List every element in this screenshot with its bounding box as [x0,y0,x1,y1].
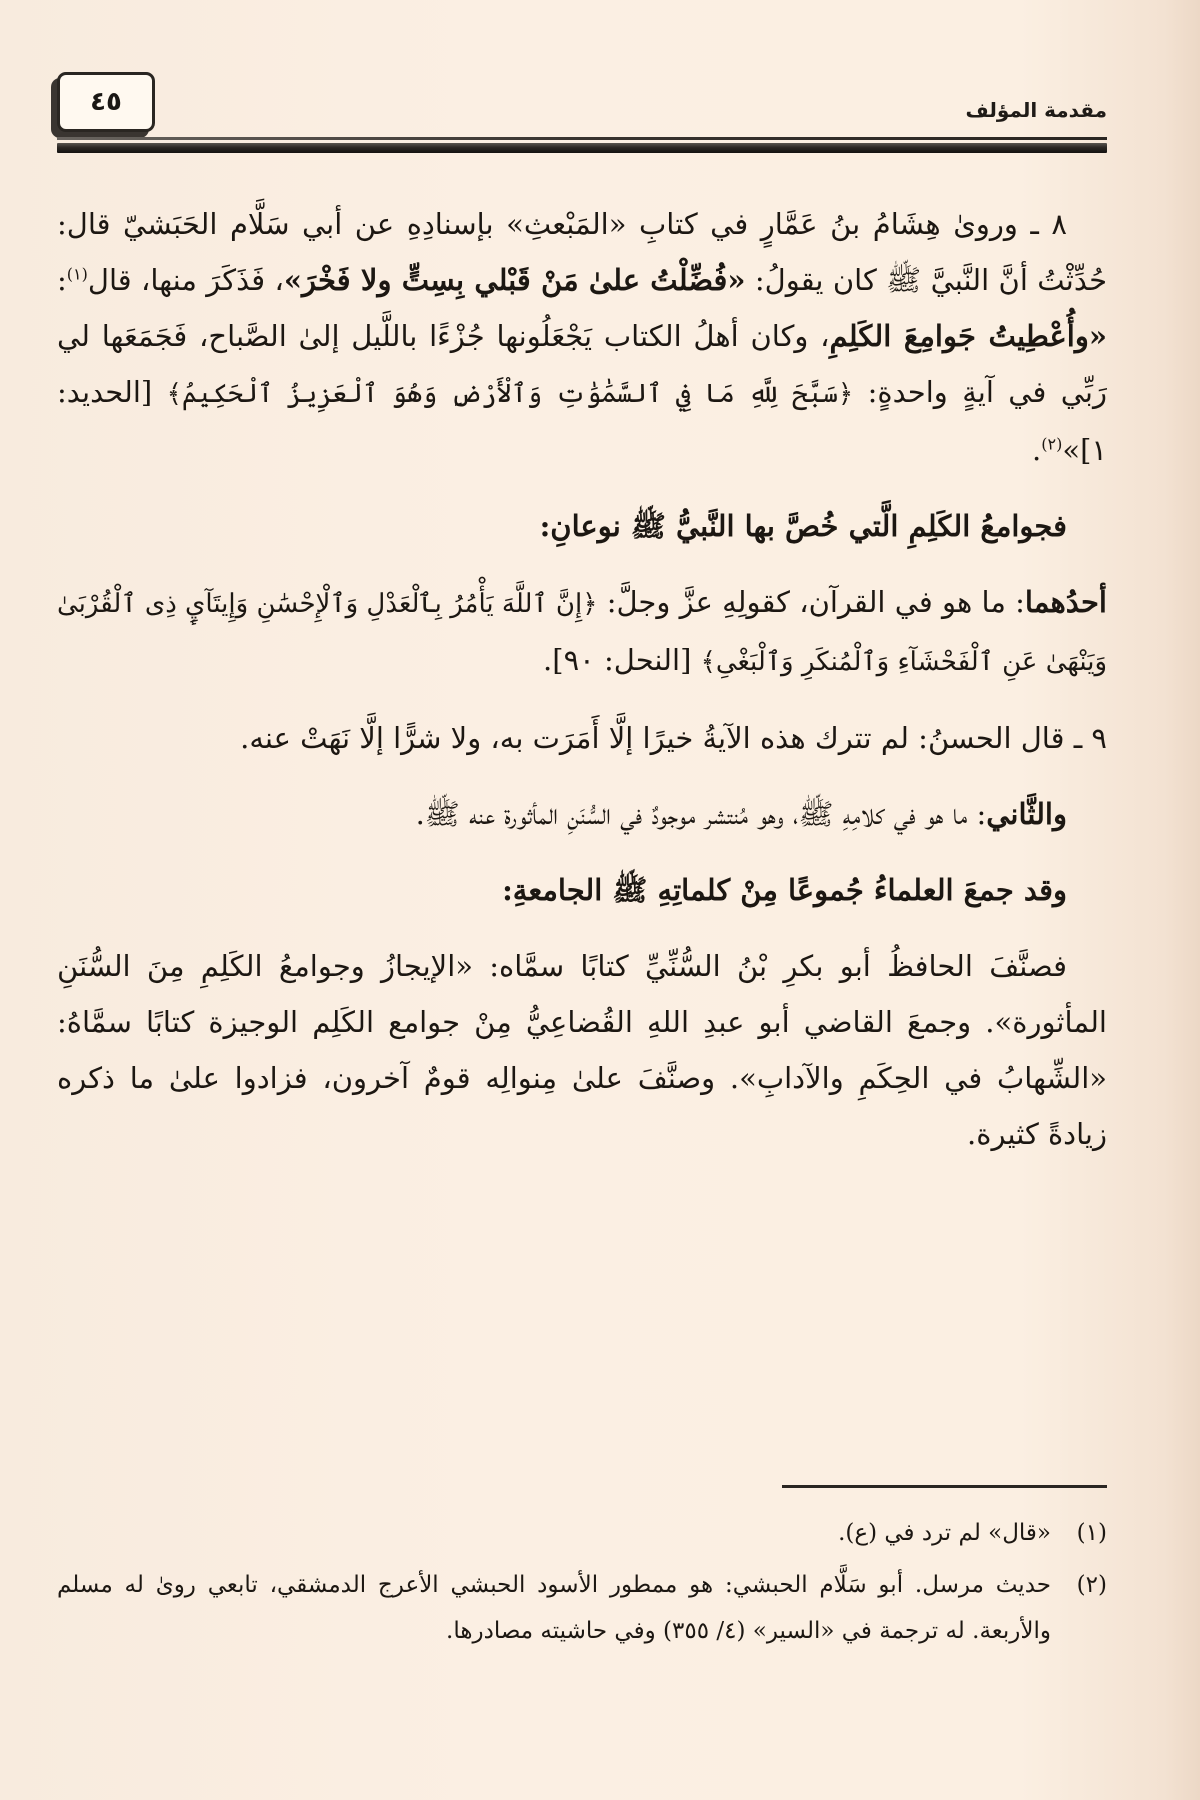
first-type-label: أحدُهما [1024,585,1107,619]
header-rule-thin [57,137,1107,140]
paragraph-text: : [57,263,67,297]
footnote-text: حديث مرسل. أبو سَلَّام الحبشي: هو ممطور الأسود الحبشي الأعرج الدمشقي، تابعي روىٰ له مسلم والأربعة. له ترجمة في «السير» (٤/ ٣٥٥) وفي حاشيته مصادرها. [57,1572,1051,1644]
paragraph-end: . [1032,433,1042,467]
page-number: ٤٥ [90,87,122,117]
hadith-quote: «وأُعْطِيتُ جَوامِعَ الكَلِمِ [829,319,1107,353]
paragraph-text: ، وكان أهلُ الكتاب يَجْعَلُونها جُزْءًا باللَّيل إلىٰ الصَّباح، فَجَمَعَها لي رَبِّي في آيةٍ واحدةٍ: [57,319,1107,409]
footnote-separator [782,1485,1107,1488]
scholars-heading: وقد جمعَ العلماءُ جُموعًا مِنْ كلماتِهِ ﷺ الجامعةِ: [502,873,1067,907]
quran-verse: ﴿إِنَّ ٱللَّهَ يَأْمُرُ بِٱلْعَدْلِ وَٱلْإِحْسَٰنِ وَإِيتَآيِٕ ذِى ٱلْقُرْبَىٰ وَيَنْهَىٰ عَنِ ٱلْفَحْشَآءِ وَٱلْمُنكَرِ وَٱلْبَغْىِ﴾ [57,589,1107,677]
second-type-paragraph [57,786,1107,842]
second-type-label: والثَّاني [986,797,1067,831]
types-heading: فجوامعُ الكَلِمِ الَّتي خُصَّ بها النَّبيُّ ﷺ نوعانِ: [539,509,1067,543]
body-text [57,196,1107,1182]
hadith-quote: «فُضِّلْتُ علىٰ مَنْ قَبْلي بِسِتٍّ ولا فَخْرَ» [283,263,746,297]
footnote-text: «قال» لم ترد في (ع). [838,1520,1051,1546]
book-page [57,0,1107,1800]
paragraph-9: ٩ ـ قال الحسنُ: لم تترك هذه الآيةُ خيرًا إلَّا أَمَرَت به، ولا شرًّا إلَّا نَهَتْ عنه. [240,721,1107,755]
compilations-paragraph: فصنَّفَ الحافظُ أبو بكرِ بْنُ السُّنِّيِّ كتابًا سمَّاه: «الإيجازُ وجوامعُ الكَلِمِ مِنَ السُّنَنِ المأثورة». وجمعَ القاضي أبو عبدِ اللهِ القُضاعِيُّ مِنْ جوامع الكَلِم الوجيزة كتابًا سمَّاهُ: «الشِّهابُ في الحِكَمِ والآدابِ». وصنَّفَ علىٰ مِنوالِه قومٌ آخرون، فزادوا علىٰ ما ذكره زيادةً كثيرة. [57,949,1107,1151]
quran-verse: ﴿سَبَّحَ لِلَّهِ مَا فِي ٱلسَّمَٰوَٰتِ وَٱلْأَرْضِ وَهُوَ ٱلْعَزِيزُ ٱلْحَكِيمُ﴾ [166,379,854,409]
footnote-2 [57,1562,1107,1654]
footnotes [57,1510,1107,1660]
page-number-box [57,72,155,132]
chapter-title: مقدمة المؤلف [965,98,1107,122]
paragraph-8 [57,196,1107,478]
footnote-ref-2[interactable]: (٢) [1041,434,1063,454]
quran-citation: [الحديد: ١]» [57,375,1107,467]
footnote-number: (٢) [1076,1572,1107,1598]
header-rule [57,143,1107,153]
paragraph-text: ، فَذَكَرَ منها، قال [87,263,284,297]
footnote-number: (١) [1076,1520,1107,1546]
running-head [57,72,1107,134]
footnote-1 [57,1510,1107,1556]
paragraph-text: : ما هو في القرآن، كقولِهِ عزَّ وجلَّ: [597,585,1025,619]
first-type-paragraph [57,574,1107,690]
paragraph-text: ٨ ـ وروىٰ هِشَامُ بنُ عَمَّارٍ في كتابِ «المَبْعثِ» بإسنادِهِ عن أبي سَلَّام الحَبَشيّ قال: حُدِّثْتُ أنَّ النَّبيَّ ﷺ كان يقولُ: [57,207,1107,297]
paragraph-text: : ما هو في كلامِهِ ﷺ، وهو مُنتشر موجودٌ في السُّنَنِ المأثورة عنه ﷺ. [415,797,987,831]
footnote-ref-1[interactable]: (١) [66,264,88,284]
quran-citation: [النحل: ٩٠]. [543,643,701,677]
